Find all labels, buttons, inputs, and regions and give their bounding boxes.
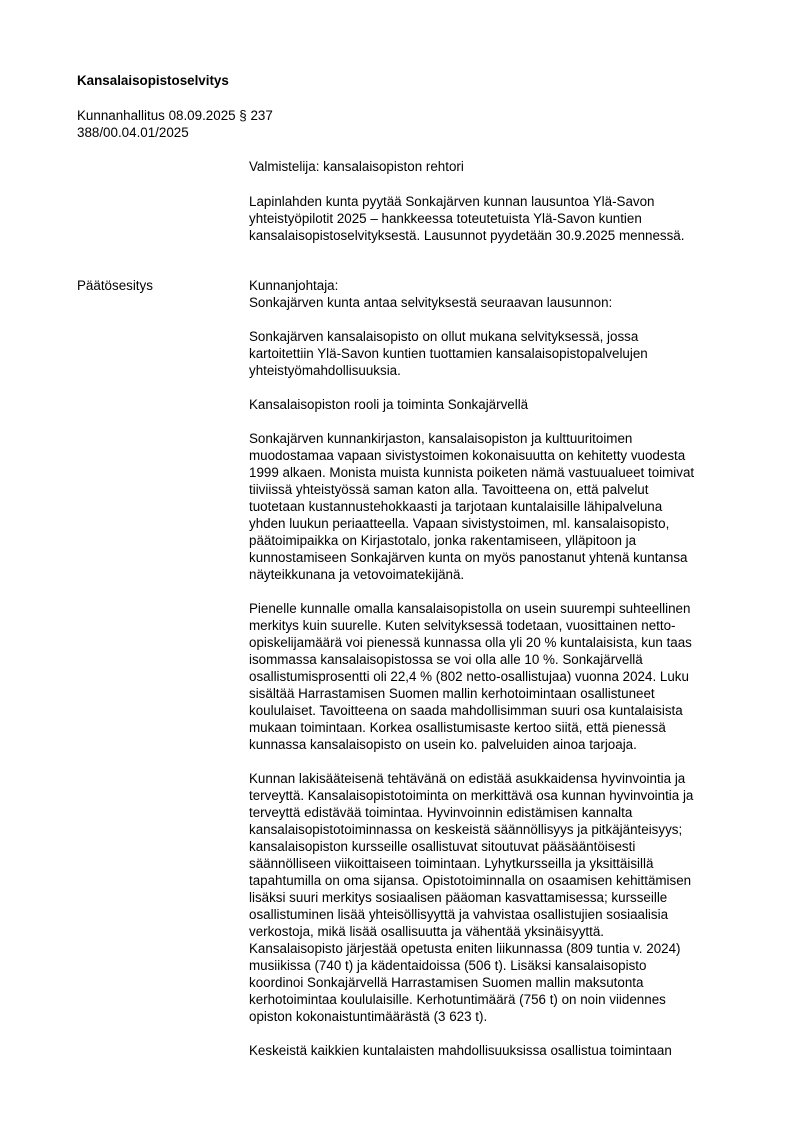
meeting-line: Kunnanhallitus 08.09.2025 § 237 <box>77 108 273 123</box>
decision-paragraph: Sonkajärven kunnankirjaston, kansalaisopiston ja kulttuuritoimen muodostamaa vapaan sivistystoimen kokonaisuutta on kehitetty vuodesta 1999 alkaen. Monista muista kunnista poiketen nämä vastuualueet toimivat tiiviissä yhteistyössä saman katon alla. Tavoitteena on, että palvelut tuotetaan kustannustehokkaasti ja tarjotaan kuntalaisille lähipalveluna yhden luukun periaatteella. Vapaan sivistystoimen, ml. kansalaisopisto, päätoimipaikka on Kirjastotalo, jonka rakentamiseen, ylläpitoon ja kunnostamiseen Sonkajärven kunta on myös panostanut yhtenä kuntansa näyteikkunana ja vetovoimatekijänä. <box>249 431 695 582</box>
decision-section <box>249 277 749 1059</box>
decision-paragraph: Kunnan lakisääteisenä tehtävänä on edistää asukkaidensa hyvinvointia ja terveyttä. Kansalaisopistotoiminta on merkittävä osa kunnan hyvinvointia ja terveyttä edistävää toimintaa. Hyvinvoinnin edistämisen kannalta kansalaisopistotoiminnassa on keskeistä säännöllisyys ja pitkäjänteisyys; kansalaisopiston kursseille osallistuvat sitoutuvat pääsääntöisesti säännölliseen viikoittaiseen toimintaan. Lyhytkursseilla ja yksittäisillä tapahtumilla on oma sijansa. Opistotoiminnalla on osaamisen kehittämisen lisäksi suuri merkitys sosiaalisen pääoman kasvattamisessa; kursseille osallistuminen lisää yhteisöllisyyttä ja vahvistaa osallistujien sosiaalisia verkostoja, mikä lisää osallisuutta ja vähentää yksinäisyyttä. Kansalaisopisto järjestää opetusta eniten liikunnassa (809 tuntia v. 2024) musiikissa (740 t) ja kädentaidoissa (506 t). Lisäksi kansalaisopisto koordinoi Sonkajärvellä Harrastamisen Suomen mallin maksutonta kerhotoimintaa koululaisille. Kerhotuntimäärä (756 t) on noin viidennes opiston kokonaistuntimäärästä (3 623 t). <box>249 771 694 1024</box>
intro-section <box>249 193 749 244</box>
intro-paragraph: Lapinlahden kunta pyytää Sonkajärven kunnan lausuntoa Ylä-Savon yhteistyöpilotit 2025 – hankkeessa toteutetuista Ylä-Savon kuntien kansalaisopistoselvityksestä. Lausunnot pyydetään 30.9.2025 mennessä. <box>249 194 685 243</box>
reference-number: 388/00.04.01/2025 <box>77 125 189 140</box>
decision-paragraph: Kunnanjohtaja: Sonkajärven kunta antaa selvityksestä seuraavan lausunnon: <box>249 278 613 310</box>
decision-paragraph: Keskeistä kaikkien kuntalaisten mahdollisuuksissa osallistua toimintaan <box>249 1043 672 1058</box>
meeting-info <box>77 107 273 141</box>
decision-label: Päätösesitys <box>77 278 153 293</box>
preparer-line: Valmistelija: kansalaisopiston rehtori <box>249 159 464 174</box>
decision-paragraph: Pienelle kunnalle omalla kansalaisopistolla on usein suurempi suhteellinen merkitys kuin suurelle. Kuten selvityksessä todetaan, vuosittainen netto- opiskelijamäärä voi pienessä kunnassa olla yli 20 % kuntalaisista, kun taas isommassa kansalaisopistossa se voi olla alle 10 %. Sonkajärvellä osallistumisprosentti oli 22,4 % (802 netto-osallistujaa) vuonna 2024. Luku sisältää Harrastamisen Suomen mallin kerhotoimintaan osallistuneet koululaiset. Tavoitteena on saada mahdollisimman suuri osa kuntalaisista mukaan toimintaan. Korkea osallistumisaste kertoo siitä, että pienessä kunnassa kansalaisopisto on usein ko. palveluiden ainoa tarjoaja. <box>249 601 692 752</box>
section-heading: Kansalaisopiston rooli ja toiminta Sonkajärvellä <box>249 397 529 412</box>
document-title: Kansalaisopistoselvitys <box>77 73 229 88</box>
decision-paragraph: Sonkajärven kansalaisopisto on ollut mukana selvityksessä, jossa kartoitettiin Ylä-Savon kuntien tuottamien kansalaisopistopalvelujen yhteistyömahdollisuuksia. <box>249 329 648 378</box>
